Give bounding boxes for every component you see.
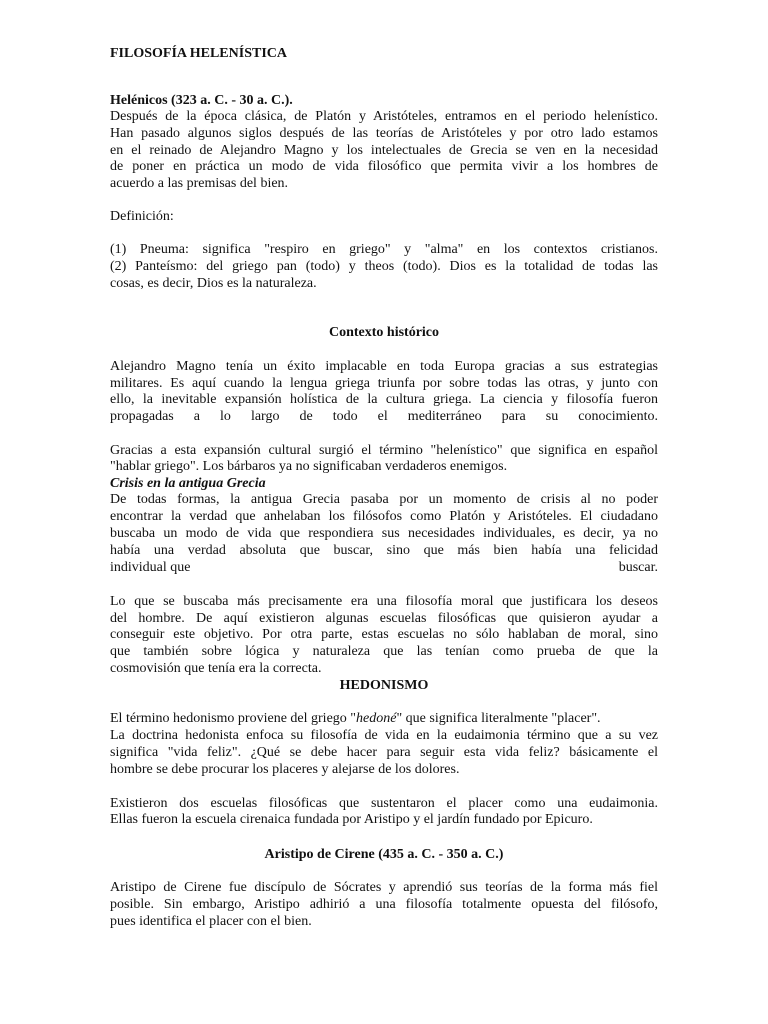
paragraph-contexto-line: propagadas a lo largo de todo el mediterráneo para su conocimiento. — [110, 409, 658, 424]
paragraph-escuelas-line: Ellas fueron la escuela cirenaica fundada por Aristipo y el jardín fundado por Epicuro. — [110, 812, 593, 827]
definition-line: cosas, es decir, Dios es la naturaleza. — [110, 276, 317, 291]
paragraph-hedonismo-line: significa "vida feliz". ¿Qué se debe hacer para seguir esta vida feliz? básicamente el — [110, 745, 658, 760]
paragraph-helenicos-line: Han pasado algunos siglos después de las teorías de Aristóteles y por otro lado estamos — [110, 126, 658, 141]
paragraph-aristipo-line: posible. Sin embargo, Aristipo adhirió a una filosofía totalmente opuesta del filósofo, — [110, 897, 658, 912]
paragraph-escuelas-line: Existieron dos escuelas filosóficas que sustentaron el placer como una eudaimonia. — [110, 796, 658, 811]
paragraph-moral-line: del hombre. De aquí existieron algunas escuelas filosóficas que quisieron ayudar a — [110, 611, 658, 626]
paragraph-gracias-line: Gracias a esta expansión cultural surgió el término "helenístico" que significa en español — [110, 443, 658, 458]
paragraph-moral-line: cosmovisión que tenía era la correcta. — [110, 661, 322, 676]
paragraph-helenicos-line: Después de la época clásica, de Platón y Aristóteles, entramos en el periodo helenístico. — [110, 109, 658, 124]
paragraph-helenicos-line: acuerdo a las premisas del bien. — [110, 176, 289, 191]
hedon-text-a: El término hedonismo proviene del griego " — [110, 711, 356, 726]
document-title: FILOSOFÍA HELENÍSTICA — [110, 46, 287, 61]
crisis-heading: Crisis en la antigua Grecia — [110, 476, 266, 491]
paragraph-aristipo-line: pues identifica el placer con el bien. — [110, 914, 312, 929]
paragraph-crisis-line: encontrar la verdad que anhelaban los filósofos como Platón y Aristóteles. El ciudadano — [110, 509, 658, 524]
definition-line: (1) Pneuma: significa "respiro en griego" y "alma" en los contextos cristianos. — [110, 242, 658, 257]
paragraph-contexto-line: ello, la inevitable expansión holística de la cultura griega. La ciencia y filosofía fueron — [110, 392, 658, 407]
paragraph-contexto-line: Alejandro Magno tenía un éxito implacable en toda Europa gracias a sus estrategias — [110, 359, 658, 374]
paragraph-helenicos-line: en el reinado de Alejandro Magno y los intelectuales de Grecia se ven en la necesidad — [110, 143, 658, 158]
paragraph-crisis-line: buscaba un modo de vida que respondiera sus necesidades individuales, es decir, ya no — [110, 526, 658, 541]
paragraph-contexto-line: militares. Es aquí cuando la lengua griega triunfa por sobre todas las otras, y junto con — [110, 376, 658, 391]
crisis-last-left: individual que — [110, 560, 191, 575]
paragraph-aristipo-line: Aristipo de Cirene fue discípulo de Sócrates y aprendió sus teorías de la forma más fiel — [110, 880, 658, 895]
paragraph-hedonismo-line — [110, 711, 658, 728]
paragraph-hedonismo-line: La doctrina hedonista enfoca su filosofía de vida en la eudaimonia término que a su vez — [110, 728, 658, 743]
paragraph-gracias-line: "hablar griego". Los bárbaros ya no significaban verdaderos enemigos. — [110, 459, 508, 474]
paragraph-moral-line: que también sobre lógica y naturaleza que las tenían como prueba de que la — [110, 644, 658, 659]
aristipo-heading: Aristipo de Cirene (435 a. C. - 350 a. C.) — [264, 847, 504, 862]
definition-line: (2) Panteísmo: del griego pan (todo) y theos (todo). Dios es la totalidad de todas las — [110, 259, 658, 274]
paragraph-helenicos-line: de poner en práctica un modo de vida filosófico que permita vivir a los hombres de — [110, 159, 658, 174]
contexto-heading: Contexto histórico — [328, 325, 440, 340]
paragraph-crisis-line: De todas formas, la antigua Grecia pasaba por un momento de crisis al no poder — [110, 492, 658, 507]
hedone-term: hedoné — [356, 711, 397, 726]
helenicos-heading: Helénicos (323 a. C. - 30 a. C.). — [110, 93, 293, 108]
crisis-last-right: buscar. — [618, 560, 658, 575]
hedon-text-c: " que significa literalmente "placer". — [396, 711, 601, 726]
paragraph-crisis-last-line — [110, 560, 658, 577]
paragraph-hedonismo-line: hombre se debe procurar los placeres y alejarse de los dolores. — [110, 762, 460, 777]
definition-label: Definición: — [110, 209, 174, 224]
paragraph-moral-line: Lo que se buscaba más precisamente era una filosofía moral que justificara los deseos — [110, 594, 658, 609]
hedonismo-heading: HEDONISMO — [339, 678, 429, 693]
paragraph-crisis-line: había una verdad absoluta que buscar, sino que más bien había una felicidad — [110, 543, 658, 558]
paragraph-moral-line: conseguir este objetivo. Por otra parte, estas escuelas no sólo hablaban de moral, sino — [110, 627, 658, 642]
